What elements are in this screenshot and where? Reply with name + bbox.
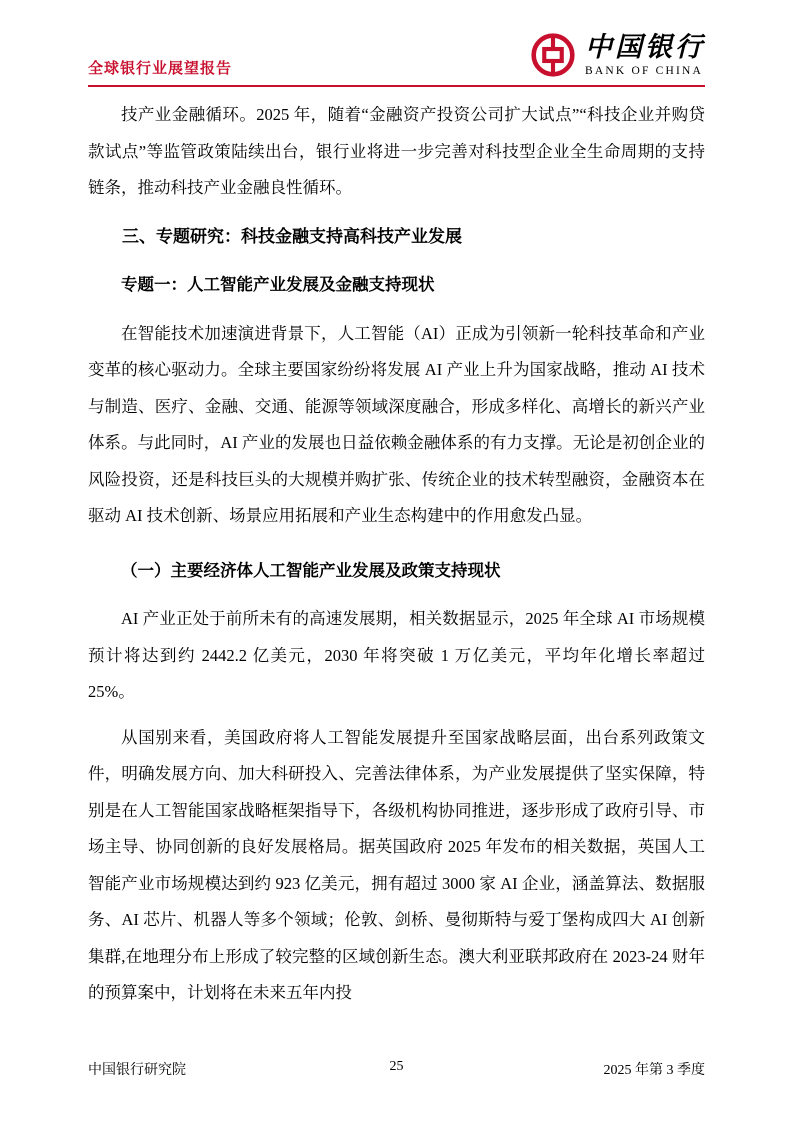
- bank-logo-text: [585, 33, 705, 77]
- page-footer: [88, 1059, 705, 1079]
- header-divider: [88, 85, 705, 87]
- paragraph-market-size: AI 产业正处于前所未有的高速发展期，相关数据显示，2025 年全球 AI 市场规模预计将达到约 2442.2 亿美元，2030 年将突破 1 万亿美元，平均年化增长率超过 25%。: [88, 609, 705, 701]
- paragraph-ai-overview: 在智能技术加速演进背景下，人工智能（AI）正成为引领新一轮科技革命和产业变革的核心驱动力。全球主要国家纷纷将发展 AI 产业上升为国家战略，推动 AI 技术与制造、医疗、金融、交通、能源等领域深度融合，形成多样化、高增长的新兴产业体系。与此同时，AI 产业的发展也日益依赖金融体系的有力支撑。无论是初创企业的风险投资，还是科技巨头的大规模并购扩张、传统企业的技术转型融资，金融资本在驱动 AI 技术创新、场景应用拓展和产业生态构建中的作用愈发凸显。: [88, 323, 705, 525]
- paragraph-countries: 从国别来看，美国政府将人工智能发展提升至国家战略层面，出台系列政策文件，明确发展方向、加大科研投入、完善法律体系，为产业发展提供了坚实保障，特别是在人工智能国家战略框架指导下，各级机构协同推进，逐步形成了政府引导、市场主导、协同创新的良好发展格局。据英国政府 2025 年发布的相关数据，英国人工智能产业市场规模达到约 923 亿美元，拥有超过 3000 家 AI 企业，涵盖算法、数据服务、AI 芯片、机器人等多个领域；伦敦、剑桥、曼彻斯特与爱丁堡构成四大 AI 创新集群,在地理分布上形成了较完整的区域创新生态。澳大利亚联邦政府在 2023-24 财年的预算案中，计划将在未来五年内投: [88, 727, 705, 1002]
- page-header: [88, 26, 705, 84]
- topic-heading: 专题一：人工智能产业发展及金融支持现状: [121, 275, 435, 294]
- footer-page-number: 25: [389, 1059, 404, 1074]
- bank-logo: [530, 32, 705, 78]
- footer-issue: 2025 年第 3 季度: [603, 1063, 705, 1078]
- document-body: [88, 97, 705, 1012]
- paragraph-continuation: 技产业金融循环。2025 年，随着“金融资产投资公司扩大试点”“科技企业并购贷款试点”等监管政策陆续出台，银行业将进一步完善对科技型企业全生命周期的支持链条，推动科技产业金融良性循环。: [88, 105, 705, 197]
- section-heading: 三、专题研究：科技金融支持高科技产业发展: [122, 226, 462, 246]
- footer-institute: 中国银行研究院: [88, 1063, 186, 1078]
- subsection-heading: （一）主要经济体人工智能产业发展及政策支持现状: [121, 560, 501, 580]
- bank-name-en: BANK OF CHINA: [585, 64, 704, 77]
- bank-name-cn: 中国银行: [585, 31, 705, 62]
- report-title: 全球银行业展望报告: [88, 61, 233, 77]
- bank-of-china-emblem-icon: [530, 32, 576, 78]
